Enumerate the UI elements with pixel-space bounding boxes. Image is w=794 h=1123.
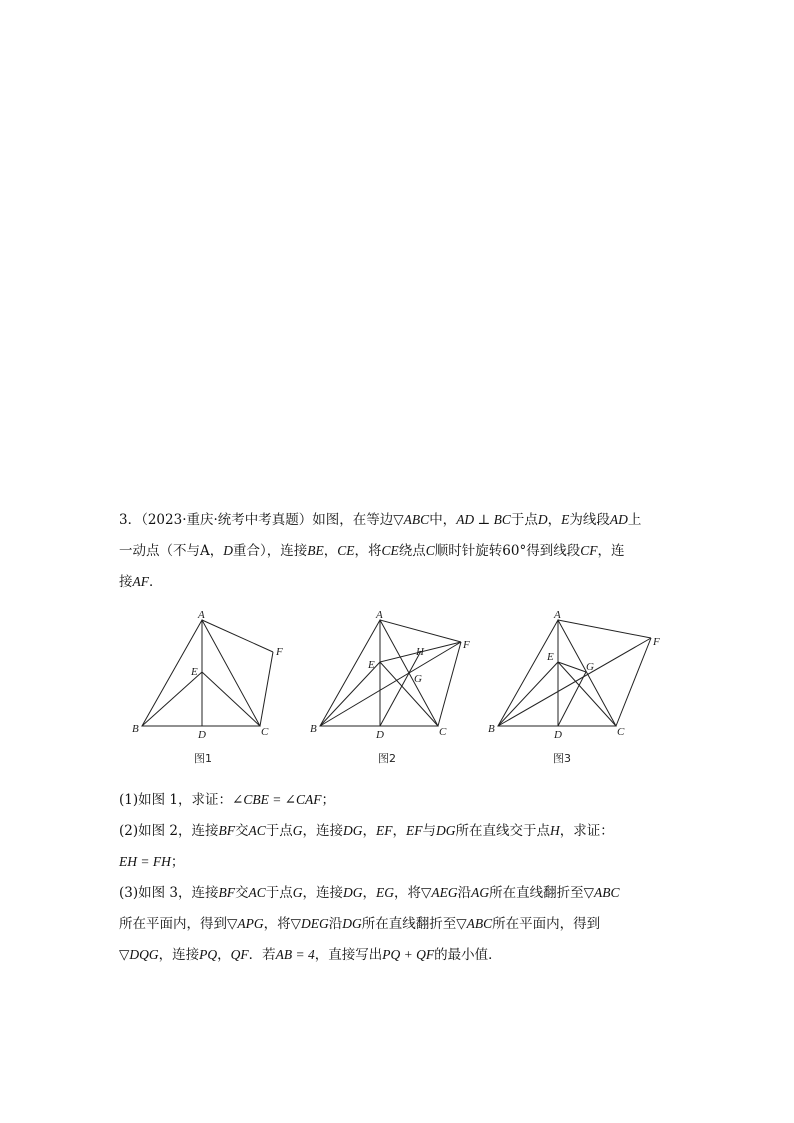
text-run: ，将 <box>394 885 422 901</box>
text-run: ； <box>170 854 185 870</box>
text-run: 与 <box>422 823 437 839</box>
math-seg-be: BE <box>307 543 324 558</box>
question-2-line-1 <box>119 819 614 839</box>
math-triangle-abc: ▽ABC <box>583 885 620 900</box>
math-seg-ce: CE <box>337 543 355 558</box>
segment-af <box>202 620 273 652</box>
math-seg-pq: PQ <box>199 947 218 962</box>
label-h: H <box>416 646 424 658</box>
figure-1 <box>130 608 290 742</box>
text-run: ，求证： <box>559 823 614 839</box>
figure-1-caption: 图1 <box>194 752 212 765</box>
segment-be <box>142 672 202 726</box>
question-1 <box>119 788 335 808</box>
text-run: 所在平面内，得到 <box>119 916 227 932</box>
label-a: A <box>376 609 383 621</box>
math-point-h: H <box>550 823 560 838</box>
math-point-d: D <box>537 512 548 527</box>
label-g: G <box>414 673 422 685</box>
problem-line-1 <box>119 508 641 528</box>
text-run: ， <box>392 823 407 839</box>
text-run: 重合），连接 <box>233 543 308 559</box>
text-run: ， <box>217 947 231 963</box>
text-run: 所在直线翻折至 <box>361 916 457 932</box>
text-run: 交 <box>235 885 249 901</box>
question-3-line-2 <box>119 912 600 932</box>
math-angle: 60° <box>502 543 527 559</box>
math-seg-ce: CE <box>381 543 399 558</box>
text-run: ，将 <box>354 543 382 559</box>
figure-3 <box>486 608 661 742</box>
segment-af <box>380 620 461 642</box>
segment-ce <box>202 672 260 726</box>
figure-3-diagram <box>486 608 661 741</box>
problem-line-3 <box>119 570 163 590</box>
text-run: ．若 <box>248 947 276 963</box>
math-seg-cf: CF <box>580 543 598 558</box>
text-run: (1)如图 1，求证： <box>119 792 233 808</box>
math-eh-equals-fh: EH = FH <box>119 854 171 869</box>
math-ad-perp-bc: AD ⊥ BC <box>456 512 511 527</box>
math-point-g: G <box>292 823 303 838</box>
label-e: E <box>547 651 554 663</box>
text-run: 沿 <box>328 916 343 932</box>
text-run: 一动点（不与A， <box>119 543 224 559</box>
math-triangle-deg: ▽DEG <box>290 916 329 931</box>
figure-3-caption: 图3 <box>553 752 571 765</box>
text-run: 接 <box>119 574 133 590</box>
math-seg-bf: BF <box>218 885 236 900</box>
text-run: 绕点 <box>398 543 426 559</box>
math-seg-bf: BF <box>218 823 236 838</box>
math-point-d: D <box>223 543 233 558</box>
math-seg-qf: QF <box>230 947 249 962</box>
problem-line-2 <box>119 539 625 559</box>
text-run: ，连接 <box>302 823 344 839</box>
label-e: E <box>191 666 198 678</box>
figure-2 <box>308 608 483 742</box>
math-angle-equation: ∠CBE = ∠CAF <box>232 792 322 807</box>
figure-1-diagram <box>130 608 290 741</box>
label-f: F <box>276 646 283 658</box>
math-point-g: G <box>292 885 303 900</box>
label-b: B <box>132 723 139 735</box>
segment-cf <box>260 652 273 726</box>
text-run: ，连接 <box>158 947 200 963</box>
question-2-line-2 <box>119 850 184 870</box>
text-run: 为线段 <box>569 512 610 528</box>
math-seg-ad: AD <box>609 512 628 527</box>
math-triangle-dqg: ▽DQG <box>119 947 159 962</box>
text-run: 上 <box>627 512 642 528</box>
text-run: ， <box>547 512 562 528</box>
label-e: E <box>368 659 375 671</box>
text-run: 如图，在等边 <box>312 512 394 528</box>
problem-number: 3． <box>119 512 142 528</box>
text-run: 于点 <box>510 512 538 528</box>
text-run: ； <box>321 792 335 808</box>
figure-2-caption: 图2 <box>378 752 396 765</box>
label-b: B <box>310 723 317 735</box>
segment-bf <box>320 642 461 726</box>
math-seg-ac: AC <box>248 823 266 838</box>
label-c: C <box>617 726 625 738</box>
text-run: 于点 <box>265 885 293 901</box>
text-run: ， <box>362 823 377 839</box>
math-seg-ef: EF <box>376 823 393 838</box>
text-run: (2)如图 2，连接 <box>119 823 219 839</box>
math-point-c: C <box>425 543 435 558</box>
math-triangle-aeg: ▽AEG <box>421 885 458 900</box>
segment-bf <box>498 638 651 726</box>
label-c: C <box>439 726 447 738</box>
text-run: ，连接 <box>302 885 344 901</box>
math-triangle-abc: ▽ABC <box>456 916 493 931</box>
text-run: 于点 <box>265 823 293 839</box>
segment-af <box>558 620 651 638</box>
text-run: ． <box>149 574 163 590</box>
math-point-e: E <box>561 512 570 527</box>
label-a: A <box>198 609 205 621</box>
math-seg-dg: DG <box>343 823 363 838</box>
math-seg-ag: AG <box>471 885 490 900</box>
label-d: D <box>198 729 206 741</box>
text-run: (3)如图 3，连接 <box>119 885 219 901</box>
text-run: 的最小值． <box>434 947 502 963</box>
figure-2-diagram <box>308 608 483 741</box>
text-run: 顺时针旋转 <box>434 543 503 559</box>
math-seg-af: AF <box>132 574 149 589</box>
label-f: F <box>653 636 660 648</box>
math-seg-ac: AC <box>248 885 266 900</box>
segment-dh <box>380 651 421 726</box>
segment-ce <box>380 662 438 726</box>
text-run: 交 <box>235 823 249 839</box>
math-seg-ef: EF <box>406 823 423 838</box>
label-c: C <box>261 726 269 738</box>
text-run: 所在平面内，得到 <box>492 916 601 932</box>
text-run: ， <box>362 885 377 901</box>
label-g: G <box>586 661 594 673</box>
text-run: 所在直线交于点 <box>455 823 551 839</box>
segment-be <box>498 662 558 726</box>
text-run: 中， <box>429 512 457 528</box>
text-run: ， <box>323 543 338 559</box>
math-seg-dg: DG <box>343 885 363 900</box>
math-seg-eg: EG <box>376 885 395 900</box>
question-3-line-3 <box>119 943 502 963</box>
problem-source: （2023·重庆·统考中考真题） <box>141 512 313 528</box>
math-seg-dg: DG <box>436 823 456 838</box>
math-triangle-apg: ▽APG <box>227 916 264 931</box>
math-seg-dg: DG <box>342 916 362 931</box>
label-f: F <box>463 639 470 651</box>
text-run: 所在直线翻折至 <box>489 885 584 901</box>
segment-dg <box>558 672 586 726</box>
question-3-line-1 <box>119 881 620 901</box>
label-a: A <box>554 609 561 621</box>
label-b: B <box>488 723 495 735</box>
segment-cf <box>616 638 651 726</box>
triangle-abc <box>498 620 616 726</box>
math-pq-plus-qf: PQ + QF <box>382 947 435 962</box>
text-run: ，连 <box>597 543 625 559</box>
label-d: D <box>554 729 562 741</box>
label-d: D <box>376 729 384 741</box>
text-run: ，将 <box>263 916 291 932</box>
segment-be <box>320 662 380 726</box>
text-run: 得到线段 <box>526 543 581 559</box>
math-triangle-abc: ▽ABC <box>393 512 430 527</box>
text-run: ，直接写出 <box>314 947 383 963</box>
math-ab-equals-4: AB = 4 <box>275 947 315 962</box>
segment-cf <box>438 642 461 726</box>
text-run: 沿 <box>457 885 472 901</box>
